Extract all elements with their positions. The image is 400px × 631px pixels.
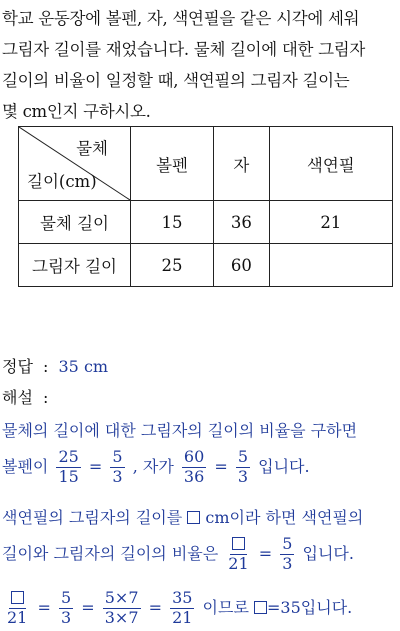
equals-sign: = [258,543,273,563]
blank-box-icon [254,601,267,614]
denominator: 3 [282,553,293,573]
row-label: 그림자 길이 [19,244,131,287]
table-cell: 36 [214,201,270,244]
numerator: 5 [282,534,293,553]
text: 입니다. [258,456,310,476]
table-row [19,201,393,244]
fraction-35-21 [170,590,194,627]
fraction-5-3 [110,449,124,486]
solution-line-3 [2,505,398,528]
text: 입니다. [302,543,354,563]
solution-line-4 [2,536,398,573]
problem-line: 학교 운동장에 볼펜, 자, 색연필을 같은 시각에 세워 [2,9,360,28]
fraction-5-3 [236,449,250,486]
denominator: 36 [183,466,205,486]
numerator [9,590,26,609]
column-header-colored-pencil: 색연필 [269,127,392,201]
text: 길이와 그림자의 길이의 비율은 [2,543,219,563]
numerator: 35 [172,588,193,607]
solution-line-1: 물체의 길이에 대한 그림자의 길이의 비율을 구하면 [2,421,358,440]
denominator: 15 [58,466,79,486]
equals-sign: = [37,597,51,617]
numerator: 5 [112,447,123,466]
equals-sign: = [148,597,162,617]
table-cell: 15 [131,201,214,244]
table-cell: 21 [269,201,392,244]
numerator: 5 [60,588,72,607]
text: cm이라 하면 색연필의 [205,508,364,527]
corner-label-object: 물체 [76,139,108,158]
denominator: 21 [7,607,28,627]
explanation-colon: : [43,388,49,407]
table-corner-cell [19,127,131,201]
table-row [19,244,393,287]
numerator: 25 [58,447,79,466]
text: , 자가 [132,456,174,476]
text: 이므로 [202,597,249,617]
fraction-60-36 [182,449,206,486]
problem-line: 몇 cm인지 구하시오. [2,102,151,121]
problem-line: 길이의 비율이 일정할 때, 색연필의 그림자 길이는 [2,71,350,90]
fraction-25-15 [56,449,80,486]
row-label: 물체 길이 [19,201,131,244]
text: 볼펜이 [2,456,49,476]
equals-sign: = [88,456,103,476]
denominator: 3×7 [104,607,139,627]
corner-label-length: 길이(cm) [27,172,97,191]
problem-text [2,3,398,127]
solution-line-2 [2,449,398,486]
problem-line: 그림자 길이를 재었습니다. 물체 길이에 대한 그림자 [2,40,366,59]
numerator: 60 [183,447,205,466]
table-cell-empty [269,244,392,287]
equals-sign: = [81,597,95,617]
fraction-5x7-3x7 [103,590,141,627]
denominator: 3 [112,466,123,486]
explanation-heading [2,385,398,408]
fraction-5-3 [280,536,294,573]
denominator: 3 [237,466,249,486]
numerator [230,536,247,555]
answer-label: 정답 [2,357,33,376]
solution-line-5 [2,590,398,627]
column-header-ruler: 자 [214,127,270,201]
text: 색연필의 그림자의 길이를 [2,508,183,527]
answer-colon: : [43,357,49,376]
answer-line [2,354,398,377]
answer-value: 35 cm [58,357,109,376]
explanation-label: 해설 [2,388,33,407]
data-table [18,126,393,287]
blank-box-icon [11,591,24,604]
table-header-row [19,127,393,201]
equals-sign: = [214,456,228,476]
fraction-box-21 [226,536,250,573]
numerator: 5 [237,447,249,466]
numerator: 5×7 [104,588,139,607]
denominator: 3 [60,607,72,627]
fraction-5-3 [59,590,73,627]
denominator: 21 [172,607,193,627]
denominator: 21 [228,553,249,573]
table-cell: 60 [214,244,270,287]
result-text: =35입니다. [267,597,353,617]
fraction-box-21 [5,590,29,627]
column-header-pen: 볼펜 [131,127,214,201]
blank-box-icon [232,537,245,550]
blank-box-icon [187,511,200,524]
table-cell: 25 [131,244,214,287]
